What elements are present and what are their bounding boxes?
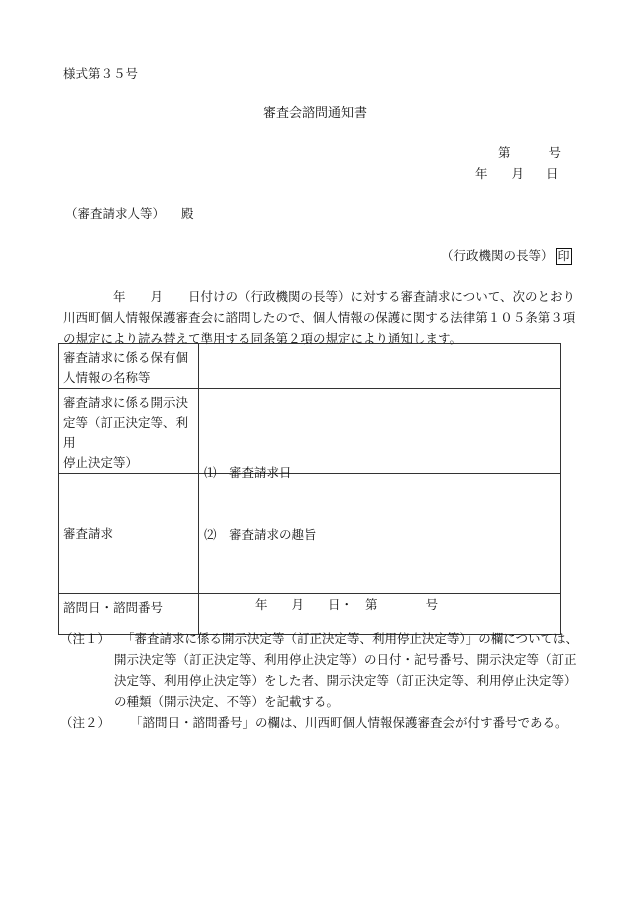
review-request-date-item: ⑴ 審査請求日 — [204, 465, 292, 480]
row1-label — [59, 344, 199, 389]
day-label: 日・ — [328, 597, 354, 612]
label-line: 停止決定等） — [63, 455, 139, 470]
month-label: 月 — [511, 166, 525, 181]
review-request-purpose-item: ⑵ 審査請求の趣旨 — [204, 527, 317, 542]
day-label: 日 — [546, 166, 559, 181]
row3-label: 審査請求 — [59, 474, 199, 594]
row2-value[interactable] — [199, 389, 561, 474]
label-line: 審査請求に係る保有個 — [63, 350, 189, 365]
form-number: 様式第３５号 — [63, 66, 139, 81]
note-1 — [60, 628, 580, 649]
table-row — [59, 344, 561, 389]
body-paragraph — [63, 286, 576, 349]
go-label: 号 — [425, 597, 439, 612]
row4-label: 諮問日・諮問番号 — [59, 594, 199, 635]
inquiry-table — [58, 343, 561, 635]
sender — [441, 248, 572, 265]
note-line: 開示決定等（訂正決定等、利用停止決定等）の日付・記号番号、開示決定等（訂正 — [114, 652, 577, 667]
year-label: 年 — [475, 166, 488, 181]
dai-label: 第 — [498, 145, 511, 160]
note-line: 決定等、利用停止決定等）をした者、開示決定等（訂正決定等、利用停止決定等） — [114, 673, 577, 688]
seal-mark: 印 — [557, 249, 570, 263]
document-title: 審査会諮問通知書 — [262, 106, 367, 121]
note-label: （注２） — [60, 715, 111, 730]
body-line: 年 月 日付けの（行政機関の長等）に対する審査請求について、次のとおり — [113, 289, 576, 304]
note-line: 「審査請求に係る開示決定等（訂正決定等、利用停止決定等）」の欄については、 — [122, 631, 579, 646]
label-line: 審査請求に係る開示決 — [63, 395, 189, 410]
row1-value[interactable] — [199, 344, 561, 389]
body-line: の規定により読み替えて準用する同条第２項の規定により通知します。 — [63, 331, 463, 346]
note-label: （注１） — [60, 631, 111, 646]
addressee — [65, 208, 194, 221]
note-line: の種類（開示決定、不等）を記載する。 — [114, 694, 340, 709]
dai-label: 第 — [365, 597, 378, 612]
sender-label: （行政機関の長等） — [441, 248, 554, 263]
notes-section — [60, 628, 580, 733]
go-label: 号 — [548, 145, 562, 160]
table-row — [59, 389, 561, 474]
label-line: 人情報の名称等 — [63, 370, 151, 385]
addressee-honorific: 殿 — [181, 206, 194, 221]
document-number-line — [498, 147, 561, 160]
label-line: 定等（訂正決定等、利用 — [63, 415, 189, 450]
inquiry-date-number — [255, 599, 438, 612]
body-line: 川西町個人情報保護審査会に諮問したので、個人情報の保護に関する法律第１０５条第３項 — [63, 310, 576, 325]
note-2 — [60, 712, 580, 733]
row2-label — [59, 389, 199, 474]
year-label: 年 — [255, 597, 268, 612]
addressee-name: （審査請求人等） — [65, 206, 166, 221]
note-line: 「諮問日・諮問番号」の欄は、川西町個人情報保護審査会が付す番号である。 — [130, 715, 568, 730]
document-date-line — [475, 168, 559, 181]
month-label: 月 — [291, 597, 305, 612]
